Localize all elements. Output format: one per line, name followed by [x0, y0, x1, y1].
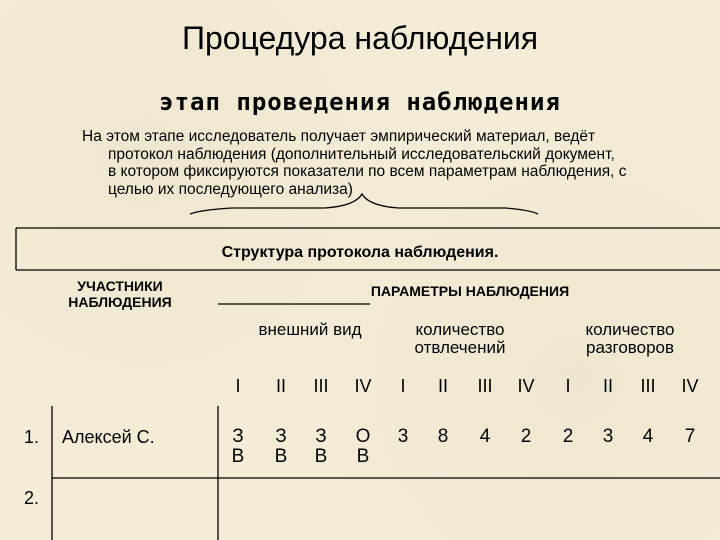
group-label: разговоров	[585, 338, 675, 357]
table-cell: 3	[397, 426, 409, 447]
group-label: внешний вид	[258, 320, 362, 339]
table-cell	[220, 427, 256, 467]
row-number: 1.	[24, 427, 40, 447]
table-cell: 2	[520, 426, 532, 447]
slide-title: Процедура наблюдения	[181, 20, 539, 56]
description-line: протокол наблюдения (дополнительный исследовательский документ,	[108, 145, 615, 163]
table-cell: 4	[479, 426, 491, 447]
cell-line: З	[232, 426, 244, 447]
table-cell	[263, 427, 299, 467]
cell-line: В	[314, 446, 328, 467]
group-distractions	[390, 321, 530, 357]
table-cell	[303, 427, 339, 467]
participants-header-line: УЧАСТНИКИ	[77, 278, 163, 294]
cell-line: З	[275, 426, 287, 447]
column-header: II	[275, 376, 286, 396]
column-header: II	[437, 376, 448, 396]
group-conversations	[560, 321, 700, 357]
table-cell: 7	[684, 426, 696, 447]
participants-header	[40, 278, 200, 310]
cell-line: В	[231, 446, 245, 467]
column-header: II	[602, 376, 613, 396]
bracket-line	[190, 194, 538, 214]
group-label: количество	[415, 320, 505, 339]
description-line: в котором фиксируются показатели по всем параметрам наблюдения, с	[108, 163, 627, 180]
slide-subtitle: этап проведения наблюдения	[159, 88, 561, 116]
description-line: На этом этапе исследователь получает эмпирический материал, ведёт	[82, 128, 596, 145]
table-cell: 2	[562, 426, 574, 447]
cell-line: В	[356, 446, 370, 467]
group-label: отвлечений	[414, 338, 506, 357]
participant-name: Алексей С.	[62, 427, 155, 447]
cell-line: З	[315, 426, 327, 447]
table-cell	[345, 427, 381, 467]
column-header: I	[400, 376, 406, 396]
participants-header-line: НАБЛЮДЕНИЯ	[68, 294, 172, 310]
cell-line: О	[355, 426, 371, 447]
group-label: количество	[585, 320, 675, 339]
cell-line: В	[274, 446, 288, 467]
row-number: 2.	[24, 488, 40, 508]
table-cell: 3	[602, 426, 614, 447]
column-header: III	[640, 376, 656, 396]
column-header: IV	[517, 376, 535, 396]
column-header: III	[313, 376, 329, 396]
table-cell: 4	[642, 426, 654, 447]
column-header: I	[235, 376, 241, 396]
group-appearance	[220, 321, 400, 339]
column-header: III	[477, 376, 493, 396]
table-cell: 8	[437, 426, 449, 447]
protocol-title: Структура протокола наблюдения.	[221, 244, 499, 261]
column-header: IV	[354, 376, 372, 396]
column-header: I	[565, 376, 571, 396]
parameters-header: ПАРАМЕТРЫ НАБЛЮДЕНИЯ	[370, 283, 570, 299]
column-header: IV	[681, 376, 699, 396]
description-line: целью их последующего анализа)	[108, 180, 353, 198]
